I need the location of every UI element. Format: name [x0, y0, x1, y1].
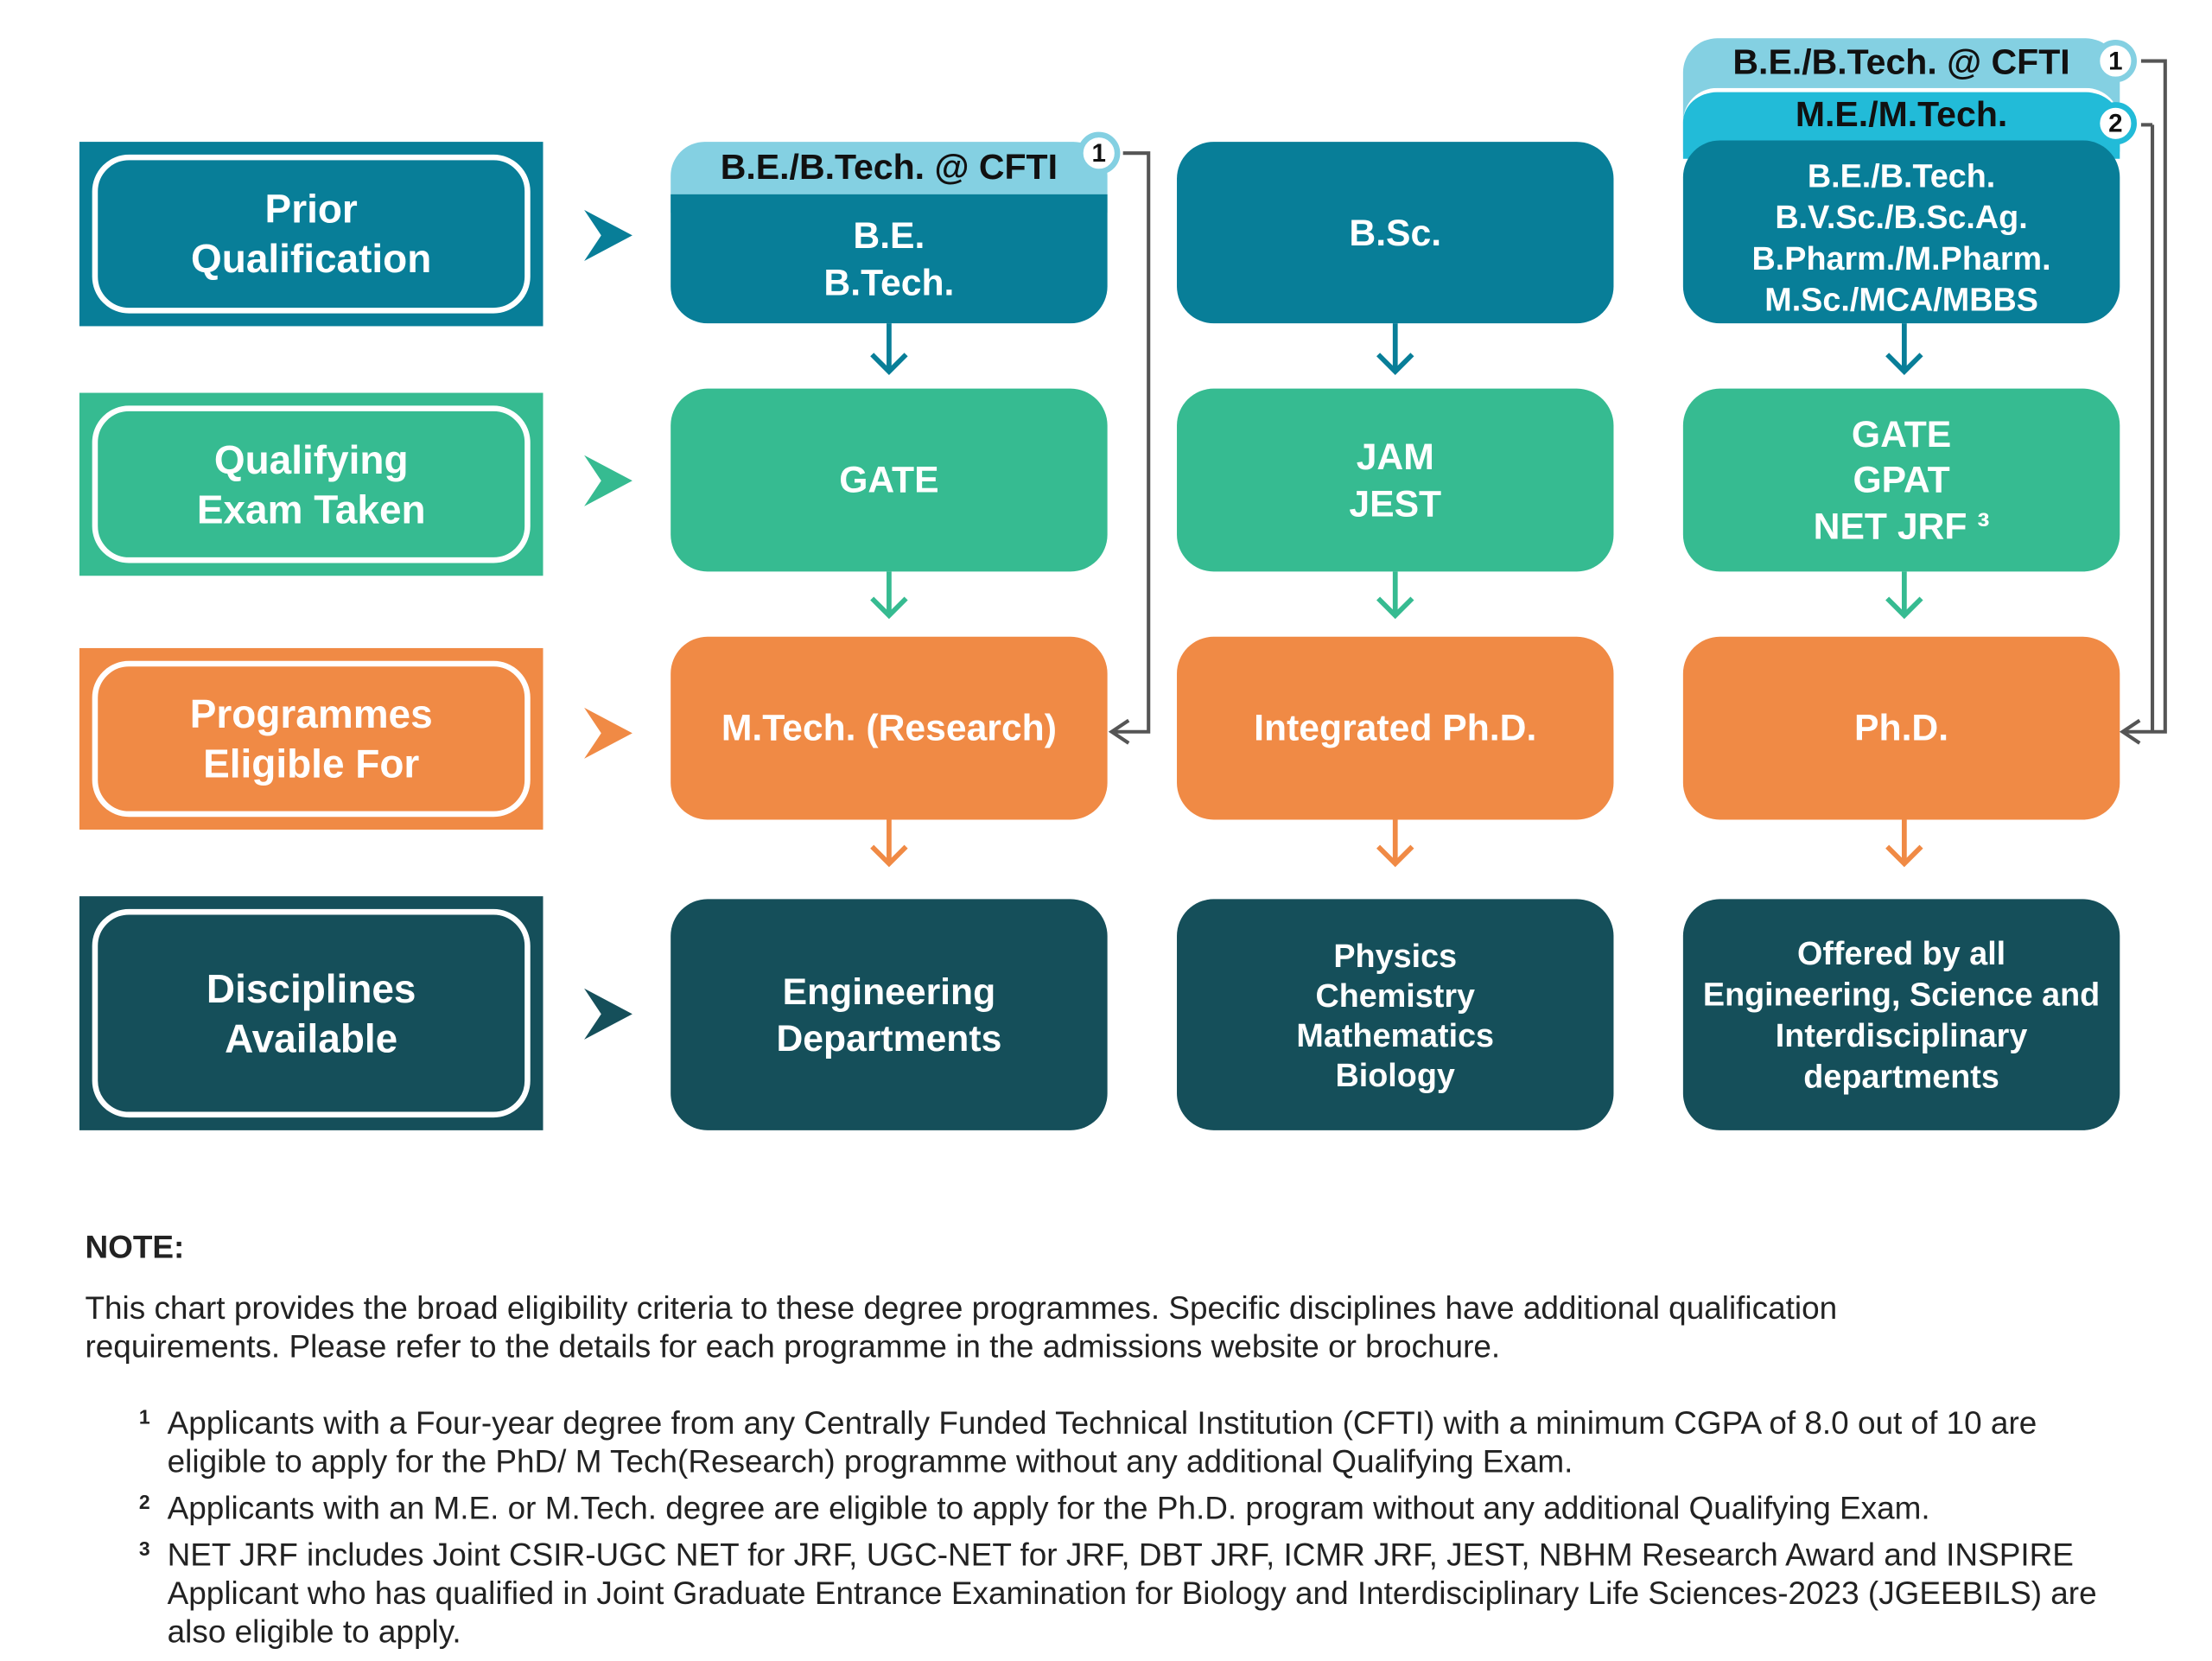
footnote-text: Applicants with a Four-year degree from any Centrally Funded Technical Institution (CFTI) with a minimum CGPA of 8.0 out of 10 are eligible to apply for the PhD/ M Tech(Research) programme without any additional Qualifying Exam.	[167, 1405, 2037, 1480]
chevron-right-icon	[584, 210, 632, 1040]
row-label-text: Programmes Eligible For	[92, 661, 531, 818]
row-label-text: Qualifying Exam Taken	[92, 405, 531, 563]
disciplines-box: Engineering Departments	[671, 899, 1107, 1130]
programme-box: M.Tech. (Research)	[671, 637, 1107, 820]
exam-box: GATE GPAT NET JRF ³	[1683, 389, 2120, 572]
footnote-mark: 2	[138, 1490, 150, 1513]
footnote-badge-2: 2	[2094, 102, 2137, 144]
disciplines-box: Offered by all Engineering, Science and Interdisciplinary departments	[1683, 899, 2120, 1130]
footnote-mark: 3	[138, 1537, 150, 1561]
notes-intro: This chart provides the broad eligibility criteria to these degree programmes. Specific disciplines have additional qualification requirements. Please refer to the details for each programme in the admissions website or brochure.	[85, 1290, 1838, 1365]
footnote-text: Applicants with an M.E. or M.Tech. degree are eligible to apply for the Ph.D. program without any additional Qualifying Exam.	[167, 1490, 1930, 1526]
footnote-mark: 1	[138, 1405, 150, 1429]
exam-box: JAM JEST	[1177, 389, 1613, 572]
exam-box: GATE	[671, 389, 1107, 572]
disciplines-box: Physics Chemistry Mathematics Biology	[1177, 899, 1613, 1130]
footnote-connector-lines	[1112, 61, 2165, 743]
qualification-box: B.E./B.Tech. B.V.Sc./B.Sc.Ag. B.Pharm./M.Pharm. M.Sc./MCA/MBBS	[1683, 140, 2120, 323]
qualification-box: B.Sc.	[1177, 142, 1613, 323]
arrow-down-icon	[872, 323, 1921, 863]
footnote-2	[85, 1489, 2126, 1527]
qualification-box: B.E. B.Tech.	[671, 194, 1107, 323]
footnote-3	[85, 1536, 2126, 1651]
footnote-badge-1: 1	[1077, 132, 1120, 175]
footnote-1	[85, 1404, 2126, 1481]
notes-heading: NOTE:	[85, 1229, 185, 1265]
notes-section	[85, 1228, 2126, 1651]
cap-label: B.E./B.Tech. @ CFTI	[720, 147, 1058, 188]
footnote-text: NET JRF includes Joint CSIR-UGC NET for JRF, UGC-NET for JRF, DBT JRF, ICMR JRF, JEST, NBHM Research Award and INSPIRE Applicant who has qualified in Joint Graduate Entrance Examination for Biology and Interdisciplinary Life Sciences-2023 (JGEEBILS) are also eligible to apply.	[167, 1537, 2097, 1650]
programme-box: Integrated Ph.D.	[1177, 637, 1613, 820]
footnote-badge-1: 1	[2094, 40, 2137, 82]
cap-label: B.E./B.Tech. @ CFTI	[1732, 42, 2070, 83]
programme-box: Ph.D.	[1683, 637, 2120, 820]
row-label-text: Prior Qualification	[92, 155, 531, 314]
cap-label: M.E./M.Tech.	[1795, 94, 2008, 135]
row-label-text: Disciplines Available	[92, 909, 531, 1117]
